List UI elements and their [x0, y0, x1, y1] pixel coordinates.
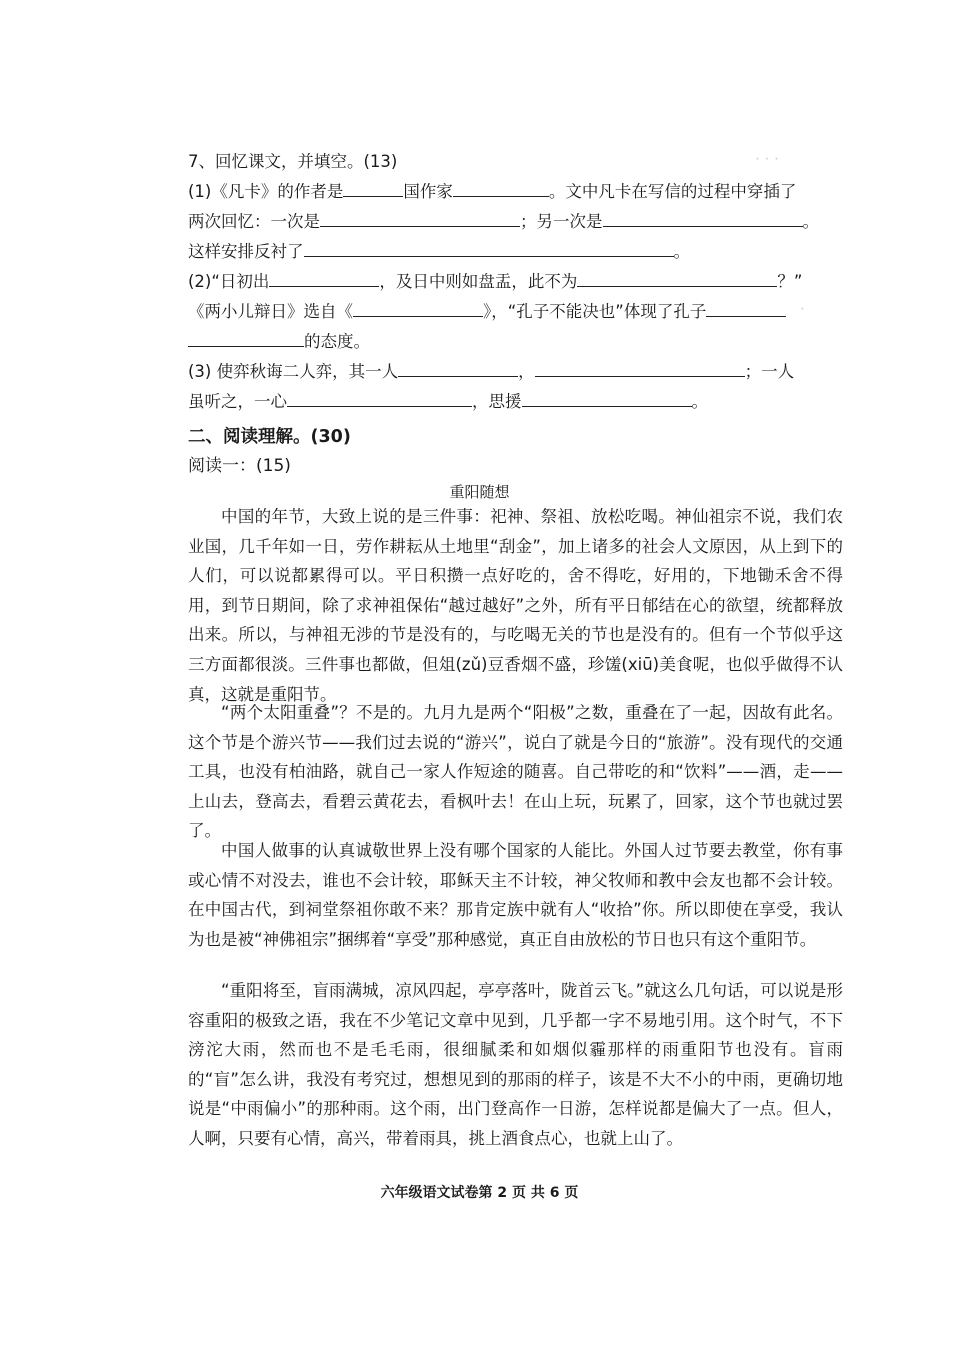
blank-sun-rise[interactable]: [269, 268, 379, 287]
reading1-heading: 阅读一：(15): [188, 456, 291, 476]
blank-confucius-2[interactable]: [188, 328, 304, 347]
blank-yiqiu-4[interactable]: [522, 388, 692, 407]
q7-heading: 7、回忆课文，并填空。(13): [188, 152, 398, 171]
q7-part3-line1: (3) 使弈秋诲二人弈，其一人 ， ；一人: [188, 358, 838, 386]
blank-yiqiu-2[interactable]: [535, 358, 745, 377]
blank-yiqiu-3[interactable]: [287, 388, 472, 407]
blank-recall-1[interactable]: [320, 208, 520, 227]
blank-confucius-1[interactable]: [706, 298, 786, 317]
q7-part2-line1: (2)“日初出 ，及日中则如盘盂，此不为 ？”: [188, 268, 838, 296]
blank-source-book[interactable]: [353, 298, 483, 317]
blank-recall-2[interactable]: [603, 208, 803, 227]
article-paragraph-2: “两个太阳重叠”？不是的。九月九是两个“阳极”之数，重叠在了一起，因故有此名。这个节是个游兴节——我们过去说的“游兴”，说白了就是今日的“旅游”。没有现代的交通工具，也没有柏油路，就自己一家人作短途的随喜。自己带吃的和“饮料”——酒，走——上山去，登高去，看碧云黄花去，看枫叶去！在山上玩，玩累了，回家，这个节也就过罢了。: [188, 703, 843, 841]
q7-part2-line2: 《两小儿辩日》选自《 》，“孔子不能决也”体现了孔子: [188, 298, 838, 326]
bleed-through-text: · · ·: [755, 150, 779, 168]
q7-part1-line1: (1)《凡卡》的作者是 国作家 。文中凡卡在写信的过程中穿插了: [188, 178, 838, 206]
article-paragraph-4: “重阳将至，盲雨满城，凉风四起，亭亭落叶，陇首云飞。”就这么几句话，可以说是形容重阳的极致之语，我在不少笔记文章中见到，几乎都一字不易地引用。这个时气，不下滂沱大雨，然而也不是毛毛雨，很细腻柔和如烟似霾那样的雨重阳节也没有。盲雨的“盲”怎么讲，我没有考究过，想想见到的那雨的样子，该是不大不小的中雨，更确切地说是“中雨偏小”的那种雨。这个雨，出门登高作一日游，怎样说都是偏大了一点。但人，人啊，只要有心情，高兴，带着雨具，挑上酒食点心，也就上山了。: [188, 981, 843, 1148]
article-paragraph-3: 中国人做事的认真诚敬世界上没有哪个国家的人能比。外国人过节要去教堂，你有事或心情不对没去，谁也不会计较，耶稣天主不计较，神父牧师和教中会友也都不会计较。在中国古代，到祠堂祭祖你敢不来？那肯定族中就有人“收拾”你。所以即使在享受，我认为也是被“神佛祖宗”捆绑着“享受”那种感觉，真正自由放松的节日也只有这个重阳节。: [188, 841, 843, 949]
q7-part1-line2: 两次回忆：一次是 ；另一次是 。: [188, 208, 838, 236]
q7-part3-line2: 虽听之，一心 ，思援 。: [188, 388, 838, 416]
blank-sun-noon[interactable]: [577, 268, 777, 287]
section2-heading: 二、阅读理解。(30): [188, 427, 351, 447]
blank-writer[interactable]: [453, 178, 549, 197]
page-footer: 六年级语文试卷第 2 页 共 6 页: [380, 1185, 579, 1201]
blank-author[interactable]: [343, 178, 403, 197]
article-paragraph-1: 中国的年节，大致上说的是三件事：祀神、祭祖、放松吃喝。神仙祖宗不说，我们农业国，几千年如一日，劳作耕耘从土地里“刮金”，加上诸多的社会人文原因，从上到下的人们，可以说都累得可以。平日积攒一点好吃的，舍不得吃，好用的，下地锄禾舍不得用，到节日期间，除了求神祖保佑“越过越好”之外，所有平日郁结在心的欲望，统都释放出来。所以，与神祖无涉的节是没有的，与吃喝无关的节也是没有的。但有一个节似乎这三方面都很淡。三件事也都做，但俎(zǔ)豆香烟不盛，珍馐(xiū)美食呢，也似乎做得不认真，这就是重阳节。: [188, 507, 843, 704]
blank-contrast[interactable]: [304, 238, 674, 257]
article-title: 重阳随想: [449, 483, 510, 501]
blank-yiqiu-1[interactable]: [398, 358, 518, 377]
bleed-through-text: ·: [800, 300, 805, 318]
q7-part1-line3: 这样安排反衬了 。: [188, 238, 838, 266]
q7-part2-line3: 的态度。: [188, 328, 838, 356]
